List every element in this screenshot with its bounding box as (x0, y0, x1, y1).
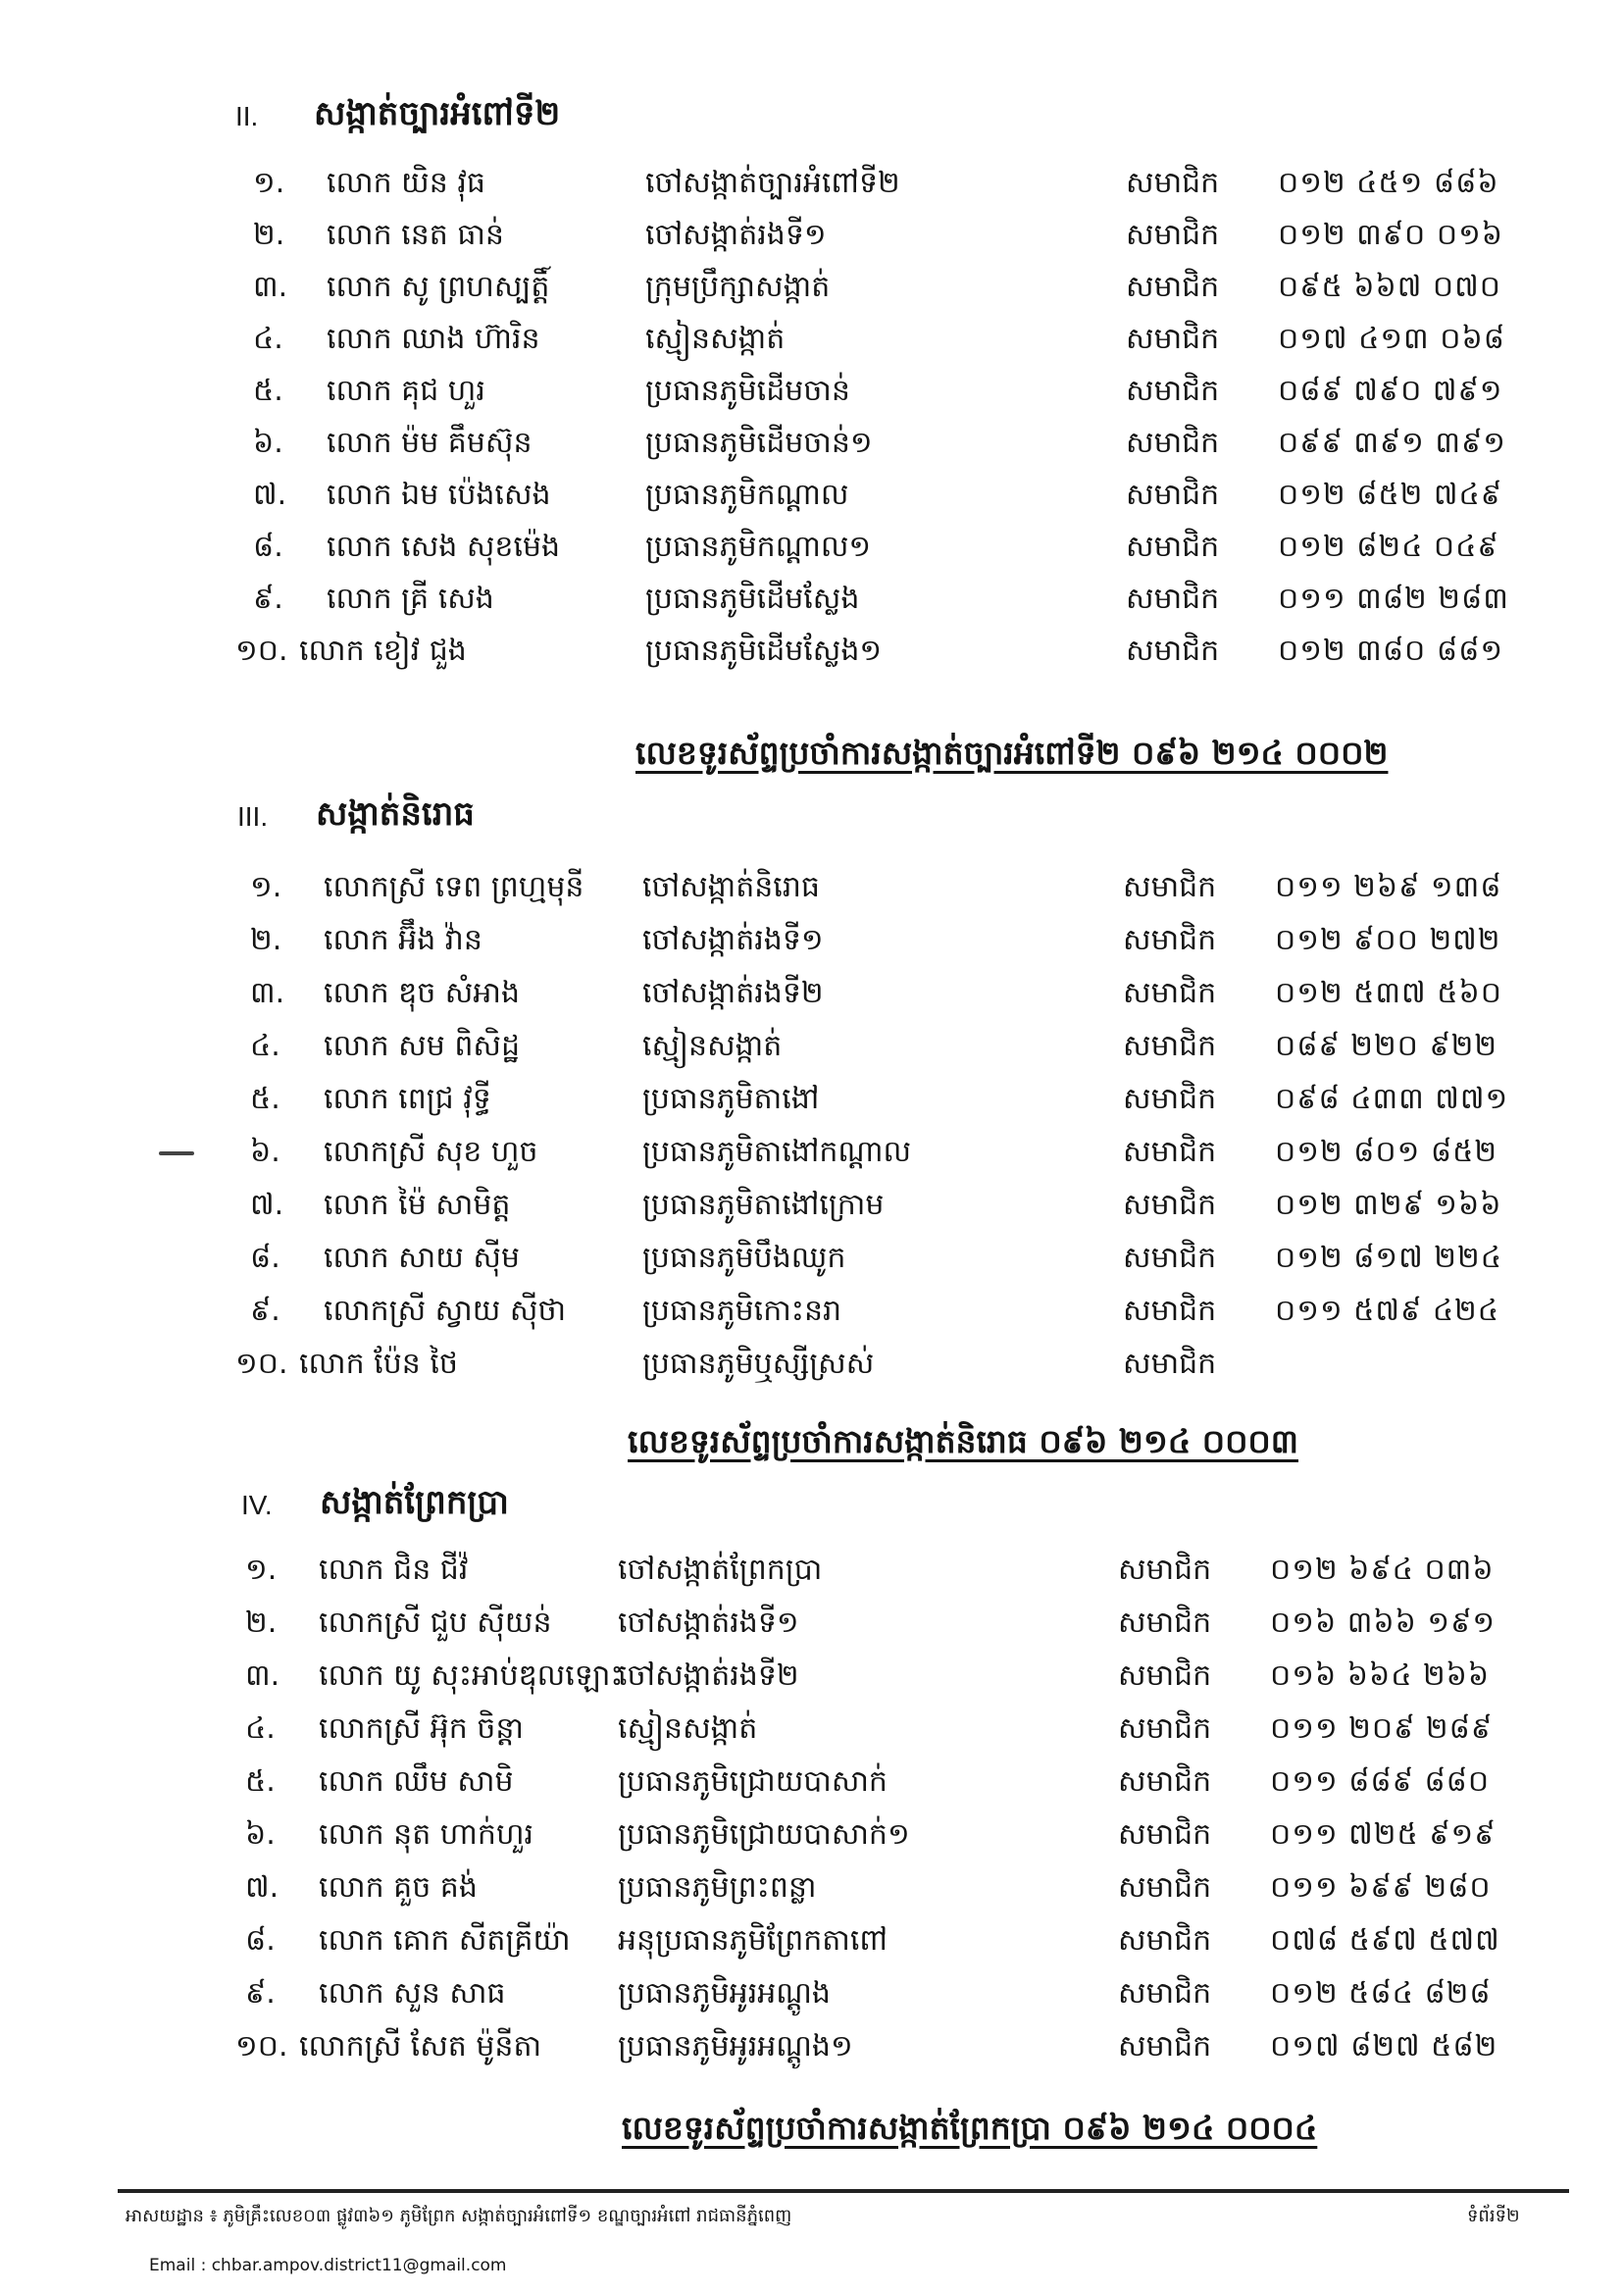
member-role: អនុប្រធានភូមិព្រែកតាពៅ (618, 1923, 888, 1958)
member-row (245, 1703, 1624, 1754)
footer-email: Email : chbar.ampov.district11@gmail.com (149, 2256, 507, 2275)
member-status: សមាជិក (1118, 1553, 1212, 1587)
member-number: ៩. (245, 1976, 276, 2011)
member-row (250, 967, 1624, 1018)
member-phone: ០១១ ៧២៥ ៩១៩ (1270, 1817, 1497, 1852)
member-row (245, 1650, 1624, 1701)
member-number: ១. (245, 1553, 278, 1587)
member-role: ប្រធានភូមិព្រះពន្លា (618, 1870, 817, 1905)
footer-divider (118, 2189, 1569, 2193)
member-role: ប្រធានភូមិដើមស្លែង (645, 582, 860, 616)
member-role: ស្មៀនសង្កាត់ (618, 1711, 758, 1746)
section-4-hotline: លេខទូរស័ព្ទប្រចាំការសង្កាត់ព្រែកប្រា ០៩៦ ២១៤ ០០០៤ (622, 2109, 1318, 2147)
member-role: ក្រុមប្រឹក្សាសង្កាត់ (645, 270, 831, 304)
member-role: ចៅសង្កាត់និរោធ (642, 870, 820, 904)
member-role: ប្រធានភូមិឬស្សីស្រស់ (642, 1347, 875, 1381)
member-name: លោកស្រី ជួប ស៊ីយន់ (319, 1606, 552, 1640)
section-2-number: II. (235, 101, 259, 131)
member-number: ៦. (250, 1135, 280, 1169)
member-phone: ០១៦ ៣៦៦ ១៩១ (1270, 1606, 1497, 1640)
member-number: ៥. (245, 1764, 276, 1799)
member-number: ៣. (245, 1658, 280, 1693)
footer-address: អាសយដ្ឋាន ៖ ភូមិគ្រឹះលេខ០៣ ផ្លូវ៣៦១ ភូមិព្រែក សង្កាត់ច្បារអំពៅទី១ ខណ្ឌច្បារអំពៅ រាជធានីភ្នំពេញ (126, 2206, 792, 2226)
member-number: ២. (253, 218, 285, 252)
member-name: លោក យូ សុះអាប់ឌុលឡោះ (319, 1658, 624, 1693)
member-phone: ០១២ ៥៨៤ ៨២៨ (1270, 1976, 1492, 2011)
member-number: ៨. (250, 1241, 280, 1275)
member-number: ៨. (245, 1923, 276, 1958)
member-phone: ០១១ ៥៧៩ ៤២៤ (1275, 1294, 1499, 1328)
section-4-title: សង្កាត់ព្រែកប្រា (320, 1483, 509, 1522)
member-status: សមាជិក (1118, 1976, 1212, 2011)
member-phone: ០៩៥ ៦៦៧ ០៧០ (1278, 270, 1501, 304)
member-role: ប្រធានភូមិអូរអណ្តូង (618, 1976, 831, 2011)
member-phone: ០១២ ៣២៩ ១៦៦ (1275, 1188, 1502, 1222)
member-number: ១. (253, 166, 285, 200)
member-row (250, 861, 1624, 912)
member-number: ៨. (253, 530, 283, 564)
member-phone: ០៩៨ ៤៣៣ ៧៧១ (1275, 1082, 1509, 1116)
section-2-heading (235, 90, 560, 143)
member-number: ៥. (253, 374, 283, 408)
member-row (253, 469, 1624, 520)
member-number: ៤. (250, 1029, 280, 1063)
member-name: លោក យិន វុធ (327, 166, 485, 200)
member-row (253, 209, 1624, 260)
member-phone: ០១២ ៨៥២ ៧៤៩ (1278, 478, 1502, 512)
member-status: សមាជិក (1123, 976, 1217, 1010)
member-name: លោក ជិន ជីវ៉ (319, 1553, 469, 1587)
member-status: សមាជិក (1126, 530, 1220, 564)
member-number: ៥. (250, 1082, 280, 1116)
member-row (253, 573, 1624, 624)
member-status: សមាជិក (1126, 634, 1220, 668)
member-name: លោក ឈឹម សាមិ (319, 1764, 514, 1799)
member-status: សមាជិក (1123, 1029, 1217, 1063)
section-2-title: សង្កាត់ច្បារអំពៅទី២ (314, 94, 561, 133)
member-phone: ០១២ ៣៩០ ០១៦ (1278, 218, 1504, 252)
member-role: ចៅសង្កាត់រងទី១ (642, 923, 824, 957)
member-role: ចៅសង្កាត់រងទី១ (618, 1606, 799, 1640)
member-role: ប្រធានភូមិកោះនរា (642, 1294, 842, 1328)
member-status: សមាជិក (1123, 1135, 1217, 1169)
member-name: លោកស្រី ស្វាយ ស៊ីថា (324, 1294, 567, 1328)
member-number: ២. (245, 1606, 278, 1640)
member-status: សមាជិក (1126, 166, 1220, 200)
member-phone: ០១៦ ៦៦៤ ២៦៦ (1270, 1658, 1491, 1693)
member-role: ប្រធានភូមិកណ្តាល១ (645, 530, 872, 564)
member-row (245, 1809, 1624, 1860)
member-phone: ០១២ ៦៩៤ ០៣៦ (1270, 1553, 1495, 1587)
section-3-heading (237, 790, 475, 843)
member-status: សមាជិក (1126, 322, 1220, 356)
member-row (250, 1232, 1624, 1283)
member-name: លោក ឯម ប៉េងសេង (327, 478, 551, 512)
member-name: លោកស្រី សែត ម៉ូនីតា (299, 2029, 542, 2064)
member-number: ៦. (253, 426, 283, 460)
member-row (245, 1756, 1624, 1807)
member-name: លោក ម៉ម គឹមស៊ុន (327, 426, 533, 460)
member-phone: ០១២ ៥៣៧ ៥៦០ (1275, 976, 1502, 1010)
member-number: ៣. (253, 270, 288, 304)
section-3-title: សង្កាត់និរោធ (316, 794, 475, 834)
member-status: សមាជិក (1123, 1188, 1217, 1222)
member-phone: ០១២ ៨២៤ ០៤៩ (1278, 530, 1499, 564)
member-row (250, 1020, 1624, 1071)
member-name: លោក សួន សាធ (319, 1976, 506, 2011)
member-role: ចៅសង្កាត់ព្រែកប្រា (618, 1553, 823, 1587)
member-name: លោក នេត ធាន់ (327, 218, 504, 252)
member-status: សមាជិក (1123, 870, 1217, 904)
member-number: ១០. (235, 634, 288, 668)
member-name: លោក គ្រី សេង (327, 582, 494, 616)
member-phone: ០៩៩ ៣៩១ ៣៩១ (1278, 426, 1506, 460)
member-name: លោក ឌុច សំអាង (324, 976, 520, 1010)
member-role: ស្មៀនសង្កាត់ (645, 322, 786, 356)
member-status: សមាជិក (1126, 270, 1220, 304)
member-status: សមាជិក (1123, 1294, 1217, 1328)
section-3-hotline: លេខទូរស័ព្ទប្រចាំការសង្កាត់និរោធ ០៩៦ ២១៤ ០០០៣ (628, 1422, 1298, 1460)
member-phone: ០១៧ ៨២៧ ៥៨២ (1270, 2029, 1498, 2064)
member-name: លោក ប៉ែន ថៃ (299, 1347, 458, 1381)
member-phone: ០១២ ៣៨០ ៨៨១ (1278, 634, 1504, 668)
member-role: ចៅសង្កាត់រងទី២ (642, 976, 824, 1010)
member-row (235, 2020, 1624, 2071)
member-phone: ០១២ ៤៥១ ៨៨៦ (1278, 166, 1499, 200)
member-row (235, 625, 1624, 676)
member-status: សមាជិក (1126, 374, 1220, 408)
member-row (245, 1597, 1624, 1648)
member-row (235, 1338, 1624, 1389)
member-name: លោក គោក សីតគ្រីយ៉ា (319, 1923, 571, 1958)
section-2-hotline: លេខទូរស័ព្ទប្រចាំការសង្កាត់ច្បារអំពៅទី២ ០៩៦ ២១៤ ០០០២ (635, 734, 1389, 772)
member-status: សមាជិក (1118, 1817, 1212, 1852)
member-phone: ០១២ ៨០១ ៨៥២ (1275, 1135, 1498, 1169)
member-number: ២. (250, 923, 282, 957)
member-phone: ០១១ ៦៩៩ ២៨០ (1270, 1870, 1492, 1905)
member-row (250, 1179, 1624, 1230)
member-name: លោកស្រី សុខ ហួច (324, 1135, 538, 1169)
member-row (245, 1544, 1624, 1595)
member-phone: ០១១ ២៦៩ ១៣៨ (1275, 870, 1502, 904)
member-role: ប្រធានភូមិដើមស្លែង១ (645, 634, 883, 668)
member-role: ប្រធានភូមិដើមចាន់ (645, 374, 850, 408)
member-role: ប្រធានភូមិតាងៅកណ្តាល (642, 1135, 912, 1169)
member-name: លោក គុជ ហួរ (327, 374, 485, 408)
member-name: លោកស្រី អ៊ុក ចិន្តា (319, 1711, 524, 1746)
member-name: លោក សូ ព្រហស្បត្តិ៍ (327, 270, 550, 304)
member-role: ប្រធានភូមិជ្រោយបាសាក់ (618, 1764, 888, 1799)
member-status: សមាជិក (1126, 478, 1220, 512)
member-phone: ០១១ ២០៩ ២៨៩ (1270, 1711, 1494, 1746)
member-role: ប្រធានភូមិតាងៅ (642, 1082, 820, 1116)
member-role: ចៅសង្កាត់ច្បារអំពៅទី២ (645, 166, 900, 200)
member-status: សមាជិក (1118, 1606, 1212, 1640)
section-4-heading (241, 1479, 509, 1532)
member-number: ១០. (235, 2029, 288, 2064)
member-role: ប្រធានភូមិដើមចាន់១ (645, 426, 873, 460)
member-status: សមាជិក (1126, 218, 1220, 252)
section-4-number: IV. (241, 1490, 273, 1520)
member-role: ប្រធានភូមិកណ្តាល (645, 478, 849, 512)
member-phone: ០៨៩ ៧៩០ ៧៩១ (1278, 374, 1503, 408)
member-row (253, 313, 1624, 364)
member-number: ៩. (253, 582, 283, 616)
member-row (253, 261, 1624, 312)
member-name: លោកស្រី ទេព ព្រហ្មមុនី (324, 870, 584, 904)
member-phone: ០៨៩ ២២០ ៩២២ (1275, 1029, 1498, 1063)
member-role: ចៅសង្កាត់រងទី២ (618, 1658, 799, 1693)
member-name: លោក អ៊ឹង វ៉ាន (324, 923, 482, 957)
member-name: លោក សម ពិសិដ្ឋ (324, 1029, 520, 1063)
member-role: ប្រធានភូមិអូរអណ្តូង១ (618, 2029, 853, 2064)
member-role: ប្រធានភូមិតាងៅក្រោម (642, 1188, 885, 1222)
section-3-number: III. (237, 801, 269, 832)
member-name: លោក ពេជ្រ វុទ្ធី (324, 1082, 491, 1116)
member-row (245, 1914, 1624, 1965)
member-row (250, 914, 1624, 965)
member-role: ស្មៀនសង្កាត់ (642, 1029, 783, 1063)
member-number: ៧. (245, 1870, 279, 1905)
member-status: សមាជិក (1118, 2029, 1212, 2064)
member-name: លោក ឈាង ហ៊ារិន (327, 322, 540, 356)
member-status: សមាជិក (1118, 1923, 1212, 1958)
member-phone: ០១៧ ៤១៣ ០៦៨ (1278, 322, 1505, 356)
member-phone: ០១១ ៣៨២ ២៨៣ (1278, 582, 1509, 616)
member-status: សមាជិក (1118, 1870, 1212, 1905)
member-name: លោក ខៀវ ជួង (299, 634, 467, 668)
member-status: សមាជិក (1123, 1241, 1217, 1275)
member-phone: ០១១ ៨៨៩ ៨៨០ (1270, 1764, 1491, 1799)
member-number: ១០. (235, 1347, 288, 1381)
member-row (250, 1073, 1624, 1124)
member-number: ១. (250, 870, 282, 904)
member-row (253, 365, 1624, 416)
member-name: លោក សេង សុខម៉េង (327, 530, 561, 564)
member-number: ៣. (250, 976, 285, 1010)
member-name: លោក គួច គង់ (319, 1870, 478, 1905)
member-row (250, 1126, 1624, 1177)
member-role: ចៅសង្កាត់រងទី១ (645, 218, 827, 252)
member-status: សមាជិក (1123, 923, 1217, 957)
member-name: លោក សាយ ស៊ីម (324, 1241, 520, 1275)
member-name: លោក ម៉ៃ សាមិត្ត (324, 1188, 511, 1222)
member-number: ៤. (253, 322, 283, 356)
member-status: សមាជិក (1118, 1711, 1212, 1746)
member-row (253, 521, 1624, 572)
member-number: ៧. (253, 478, 287, 512)
member-name: លោក នុត ហាក់ហួរ (319, 1817, 534, 1852)
member-phone: ០៧៨ ៥៩៧ ៥៧៧ (1270, 1923, 1500, 1958)
member-row (253, 417, 1624, 468)
page-number: ទំព័រទី២ (1467, 2206, 1520, 2226)
member-number: ៤. (245, 1711, 276, 1746)
member-role: ប្រធានភូមិជ្រោយបាសាក់១ (618, 1817, 910, 1852)
scan-mark (159, 1151, 194, 1155)
member-status: សមាជិក (1126, 426, 1220, 460)
member-number: ៩. (250, 1294, 280, 1328)
member-row (253, 157, 1624, 208)
member-number: ៦. (245, 1817, 276, 1852)
member-status: សមាជិក (1123, 1347, 1217, 1381)
member-row (250, 1285, 1624, 1336)
member-phone: ០១២ ៩០០ ២៧២ (1275, 923, 1501, 957)
member-status: សមាជិក (1118, 1764, 1212, 1799)
member-status: សមាជិក (1123, 1082, 1217, 1116)
member-number: ៧. (250, 1188, 284, 1222)
member-phone: ០១២ ៨១៧ ២២៤ (1275, 1241, 1502, 1275)
member-status: សមាជិក (1118, 1658, 1212, 1693)
member-row (245, 1861, 1624, 1912)
member-role: ប្រធានភូមិបឹងឈូក (642, 1241, 846, 1275)
member-status: សមាជិក (1126, 582, 1220, 616)
member-row (245, 1967, 1624, 2018)
